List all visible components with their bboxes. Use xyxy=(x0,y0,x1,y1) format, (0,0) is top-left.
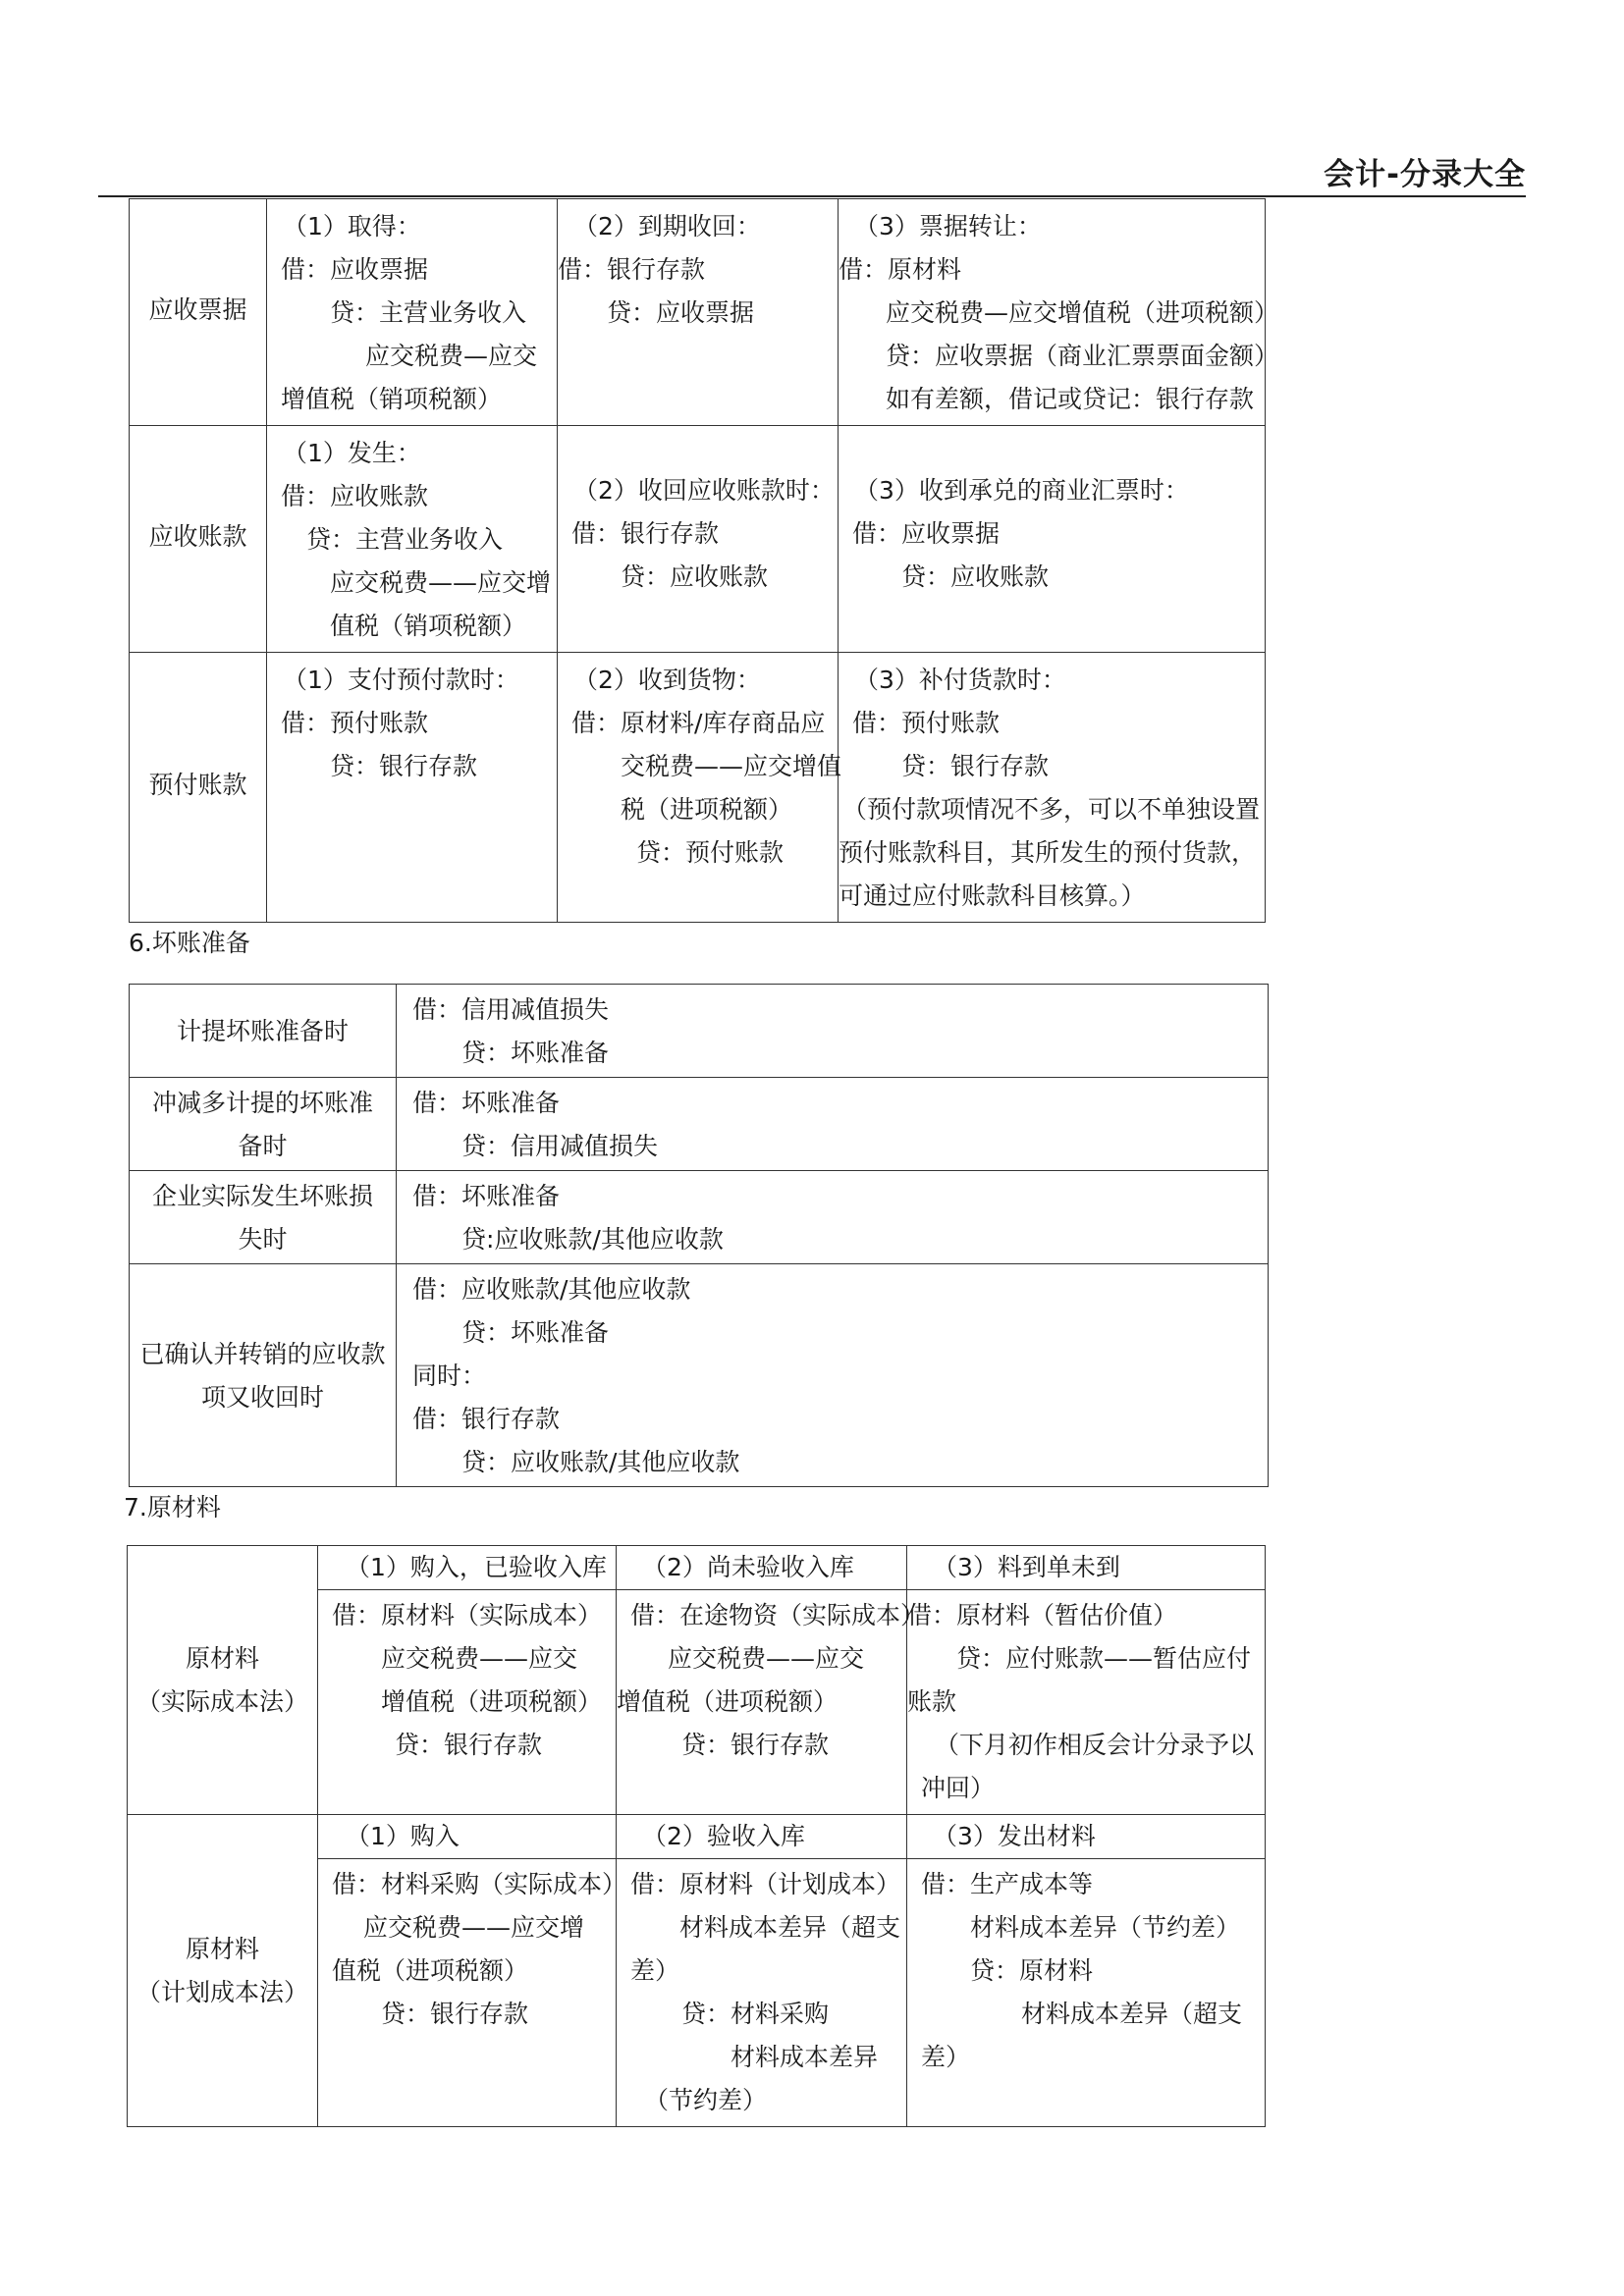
entry-cell: 借：信用减值损失 贷：坏账准备 xyxy=(397,985,1269,1078)
entry-cell: （1）发生： 借：应收账款 贷：主营业务收入 应交税费——应交增 值税（销项税额） xyxy=(267,426,558,653)
column-head: （3）发出材料 xyxy=(907,1815,1266,1859)
table-row xyxy=(130,653,1266,923)
entry-cell: （3）补付货款时： 借：预付账款 贷：银行存款 （预付款项情况不多，可以不单独设置 预付账款科目，其所发生的预付货款， 可通过应付账款科目核算。） xyxy=(839,653,1266,923)
section-title-bad-debt: 6.坏账准备 xyxy=(129,929,250,957)
entry-cell: 借：材料采购（实际成本） 应交税费——应交增 值税（进项税额） 贷：银行存款 xyxy=(318,1859,617,2127)
column-head: （3）料到单未到 xyxy=(907,1546,1266,1590)
table-row xyxy=(128,1815,1266,1859)
row-label: 应收票据 xyxy=(130,199,267,426)
table-row xyxy=(130,1078,1269,1171)
entry-cell: 借：原材料（计划成本） 材料成本差异（超支 差） 贷：材料采购 材料成本差异 （节约差） xyxy=(617,1859,907,2127)
column-head: （1）购入，已验收入库 xyxy=(318,1546,617,1590)
entry-cell: （2）收到货物： 借：原材料/库存商品应 交税费——应交增值 税（进项税额） 贷：预付账款 xyxy=(558,653,839,923)
entry-cell: （2）收回应收账款时： 借：银行存款 贷：应收账款 xyxy=(558,426,839,653)
row-label: 原材料 （实际成本法） xyxy=(128,1546,318,1815)
table-row xyxy=(130,985,1269,1078)
receivables-table xyxy=(129,198,1279,923)
entry-cell: （3）票据转让： 借：原材料 应交税费—应交增值税（进项税额） 贷：应收票据（商业汇票票面金额） 如有差额，借记或贷记：银行存款 xyxy=(839,199,1266,426)
header-divider xyxy=(98,195,1526,197)
table-row xyxy=(130,1264,1269,1487)
row-label: 计提坏账准备时 xyxy=(130,985,397,1078)
raw-materials-table xyxy=(127,1545,1266,2127)
row-label: 原材料 （计划成本法） xyxy=(128,1815,318,2127)
entry-cell: （3）收到承兑的商业汇票时： 借：应收票据 贷：应收账款 xyxy=(839,426,1266,653)
column-head: （2）尚未验收入库 xyxy=(617,1546,907,1590)
entry-cell: （1）取得： 借：应收票据 贷：主营业务收入 应交税费—应交 增值税（销项税额） xyxy=(267,199,558,426)
row-label: 预付账款 xyxy=(130,653,267,923)
entry-cell: 借：坏账准备 贷:应收账款/其他应收款 xyxy=(397,1171,1269,1264)
entry-cell: 借：原材料（暂估价值） 贷：应付账款——暂估应付 账款 （下月初作相反会计分录予以 冲回） xyxy=(907,1590,1266,1815)
table-row xyxy=(130,1171,1269,1264)
table-row xyxy=(128,1546,1266,1590)
entry-cell: 借：应收账款/其他应收款 贷：坏账准备 同时： 借：银行存款 贷：应收账款/其他应收款 xyxy=(397,1264,1269,1487)
section-title-raw-materials: 7.原材料 xyxy=(124,1493,221,1522)
entry-cell: 借：坏账准备 贷：信用减值损失 xyxy=(397,1078,1269,1171)
entry-cell: （2）到期收回： 借：银行存款 贷：应收票据 xyxy=(558,199,839,426)
page-header-title: 会计-分录大全 xyxy=(1324,157,1526,192)
column-head: （1）购入 xyxy=(318,1815,617,1859)
row-label: 冲减多计提的坏账准 备时 xyxy=(130,1078,397,1171)
bad-debt-table xyxy=(129,984,1269,1487)
table-row xyxy=(130,426,1266,653)
row-label: 已确认并转销的应收款 项又收回时 xyxy=(130,1264,397,1487)
column-head: （2）验收入库 xyxy=(617,1815,907,1859)
entry-cell: 借：在途物资（实际成本） 应交税费——应交 增值税（进项税额） 贷：银行存款 xyxy=(617,1590,907,1815)
row-label: 应收账款 xyxy=(130,426,267,653)
entry-cell: 借：原材料（实际成本） 应交税费——应交 增值税（进项税额） 贷：银行存款 xyxy=(318,1590,617,1815)
entry-cell: （1）支付预付款时： 借：预付账款 贷：银行存款 xyxy=(267,653,558,923)
row-label: 企业实际发生坏账损 失时 xyxy=(130,1171,397,1264)
table-row xyxy=(130,199,1266,426)
entry-cell: 借：生产成本等 材料成本差异（节约差） 贷：原材料 材料成本差异（超支 差） xyxy=(907,1859,1266,2127)
